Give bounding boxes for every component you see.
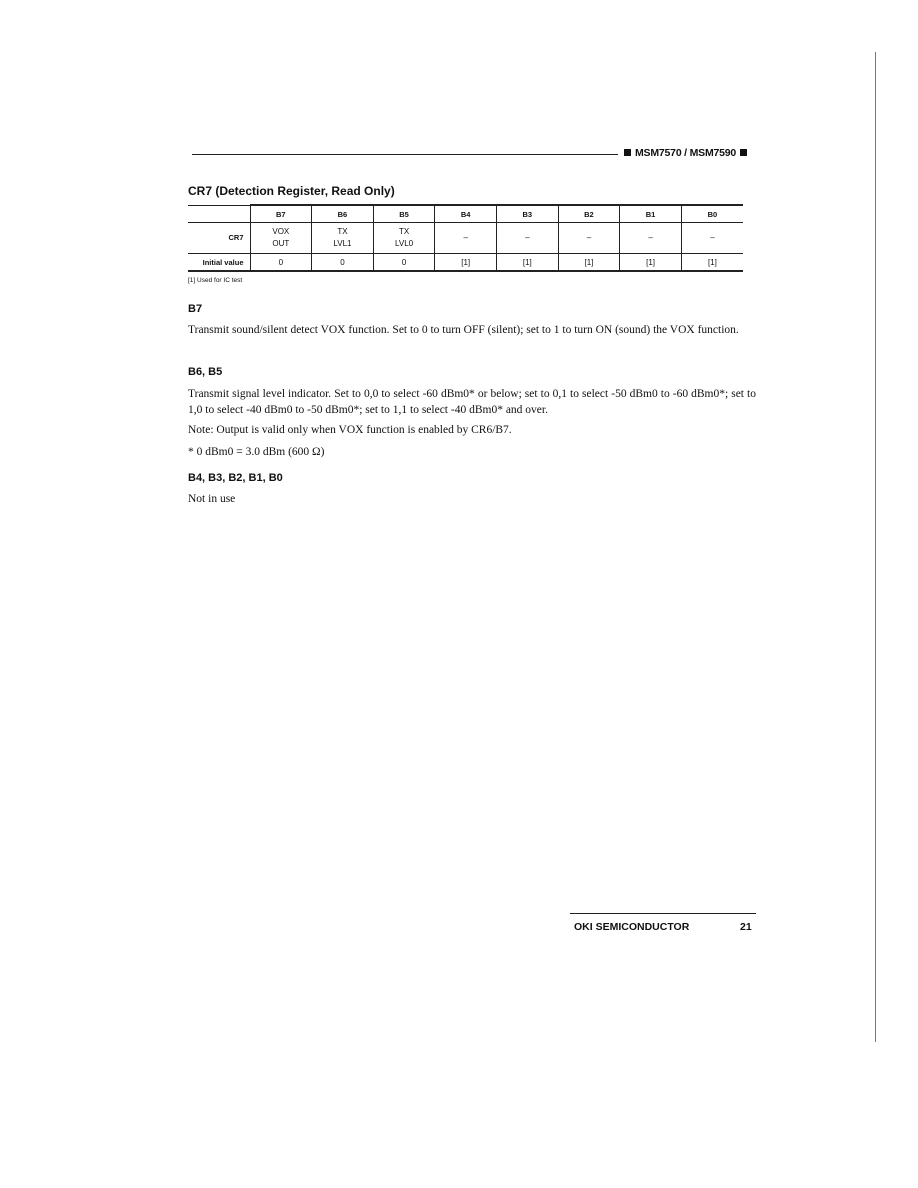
section-title: CR7 (Detection Register, Read Only) [188,184,395,198]
column-header: B6 [312,205,374,223]
column-header: B5 [373,205,435,223]
square-bullet-icon [740,149,747,156]
cell-line: TX [398,227,410,236]
header-title: MSM7570 / MSM7590 [635,147,737,159]
table-cell [558,223,620,254]
square-bullet-icon [624,149,631,156]
table-header-row [188,205,743,223]
table-corner-cell [188,205,250,223]
column-header: B3 [497,205,559,223]
header-rule [192,154,618,155]
cell-line: – [586,233,592,242]
table-footnote: [1] Used for IC test [188,277,243,284]
column-header: B4 [435,205,497,223]
cell-line: – [463,233,468,242]
column-header: B2 [558,205,620,223]
footer-rule [570,913,756,914]
cell-line: VOX [272,227,290,236]
table-cell: 0 [250,254,312,272]
table-cell [250,223,312,254]
paragraph-b4-b0: Not in use [188,493,236,505]
table-cell: [1] [558,254,620,272]
cell-line: TX [337,227,348,236]
paragraph-b7: Transmit sound/silent detect VOX function. Set to 0 to turn OFF (silent); set to 1 to turn ON (sound) the VOX function. [188,324,739,336]
cell-line: OUT [272,239,290,248]
table-cell [497,223,559,254]
cell-line: – [525,233,530,242]
table-cell: [1] [497,254,559,272]
paragraph-b6-b5: Transmit signal level indicator. Set to 0,0 to select -60 dBm0* or below; set to 0,1 to select -50 dBm0 to -60 dBm0*; set to 1,0 to select -40 dBm0 to -50 dBm0*; set to 1,1 to select -40 dBm0* and over. [188,388,756,416]
register-table [188,204,743,272]
table-cell [620,223,682,254]
table-cell: [1] [681,254,743,272]
table-row-initial-value [188,254,743,272]
column-header: B1 [620,205,682,223]
cell-line: – [648,233,653,242]
heading-b7: B7 [188,303,203,315]
table-cell: 0 [373,254,435,272]
row-label: CR7 [228,233,244,242]
table-cell: [1] [435,254,497,272]
table-row-cr7 [188,223,743,254]
asterisk-note: * 0 dBm0 = 3.0 dBm (600 Ω) [188,446,325,458]
scan-edge-line [875,52,876,1042]
column-header: B0 [681,205,743,223]
table-cell [312,223,374,254]
table-cell [373,223,435,254]
footer-company: OKI SEMICONDUCTOR [574,921,690,933]
cell-line: LVL1 [333,239,352,248]
note-text: Note: Output is valid only when VOX function is enabled by CR6/B7. [188,424,512,436]
column-header: B7 [250,205,312,223]
page-number: 21 [740,921,752,933]
row-label: Initial value [188,254,250,272]
table-cell [681,223,743,254]
heading-b4-b0: B4, B3, B2, B1, B0 [188,472,283,484]
cell-line: – [710,233,715,242]
cell-line: LVL0 [395,239,414,248]
table-cell [435,223,497,254]
running-header [620,147,751,159]
table-cell: [1] [620,254,682,272]
heading-b6-b5: B6, B5 [188,366,223,378]
table-cell: 0 [312,254,374,272]
